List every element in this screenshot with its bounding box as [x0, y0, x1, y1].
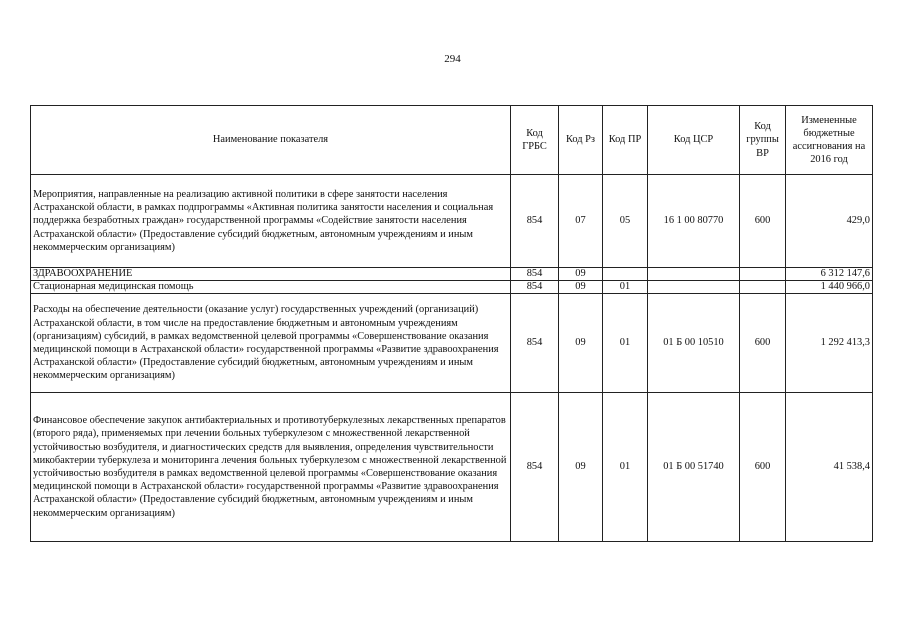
table-row: [31, 281, 873, 294]
row-rz: 09: [559, 393, 603, 542]
table-row: [31, 268, 873, 281]
row-rz: 09: [559, 268, 603, 281]
row-vr: [740, 281, 786, 294]
table-header-row: [31, 106, 873, 175]
header-amount: Измененные бюджетные ассигнования на 2016 год: [786, 106, 873, 175]
row-pr: 01: [603, 294, 648, 393]
row-name: Мероприятия, направленные на реализацию активной политики в сфере занятости населения Астраханской области, в рамках подпрограммы «Активная политика занятости населения и социальная поддержка безработных граждан» государственной программы «Содействие занятости населения Астраханской области» (Предоставление субсидий бюджетным, автономным учреждениям и иным некоммерческим организациям): [31, 175, 511, 268]
row-amount: 6 312 147,6: [786, 268, 873, 281]
row-csr: [648, 268, 740, 281]
row-pr: [603, 268, 648, 281]
row-csr: 01 Б 00 10510: [648, 294, 740, 393]
row-amount: 1 440 966,0: [786, 281, 873, 294]
row-name: Расходы на обеспечение деятельности (оказание услуг) государственных учреждений (организаций) Астраханской области, в том числе на предоставление бюджетным и автономным учреждениям (организациям) субсидий, в рамках ведомственной целевой программы «Совершенствование оказания медицинской помощи в Астраханской области» государственной программы «Развитие здравоохранения Астраханской области» (Предоставление субсидий бюджетным, автономным учреждениям и иным некоммерческим организациям): [31, 294, 511, 393]
header-name: Наименование показателя: [31, 106, 511, 175]
row-name: ЗДРАВООХРАНЕНИЕ: [31, 268, 511, 281]
row-amount: 429,0: [786, 175, 873, 268]
row-amount: 41 538,4: [786, 393, 873, 542]
header-pr: Код ПР: [603, 106, 648, 175]
row-grbs: 854: [511, 393, 559, 542]
row-amount: 1 292 413,3: [786, 294, 873, 393]
row-csr: 01 Б 00 51740: [648, 393, 740, 542]
table-row: [31, 393, 873, 542]
budget-table: [30, 105, 873, 542]
row-grbs: 854: [511, 268, 559, 281]
row-name: Стационарная медицинская помощь: [31, 281, 511, 294]
row-csr: [648, 281, 740, 294]
row-vr: 600: [740, 294, 786, 393]
header-grbs: Код ГРБС: [511, 106, 559, 175]
page-number: 294: [444, 53, 461, 65]
header-rz: Код Рз: [559, 106, 603, 175]
row-vr: 600: [740, 393, 786, 542]
row-vr: 600: [740, 175, 786, 268]
row-rz: 09: [559, 281, 603, 294]
header-vr: Код группы ВР: [740, 106, 786, 175]
row-vr: [740, 268, 786, 281]
table-row: [31, 175, 873, 268]
row-pr: 01: [603, 393, 648, 542]
row-name: Финансовое обеспечение закупок антибактериальных и противотуберкулезных лекарственных препаратов (второго ряда), применяемых при лечении больных туберкулезом с множественной лекарственной устойчивостью возбудителя, и диагностических средств для выявления, определения чувствительности микобактерии туберкулеза и мониторинга лечения больных туберкулезом с множественной лекарственной устойчивостью возбудителя в рамках ведомственной целевой программы «Совершенствование оказания медицинской помощи в Астраханской области» государственной программы «Развитие здравоохранения Астраханской области» (Предоставление субсидий бюджетным, автономным учреждениям и иным некоммерческим организациям): [31, 393, 511, 542]
row-csr: 16 1 00 80770: [648, 175, 740, 268]
row-grbs: 854: [511, 294, 559, 393]
row-pr: 01: [603, 281, 648, 294]
row-grbs: 854: [511, 175, 559, 268]
row-rz: 07: [559, 175, 603, 268]
row-rz: 09: [559, 294, 603, 393]
row-pr: 05: [603, 175, 648, 268]
row-grbs: 854: [511, 281, 559, 294]
table-row: [31, 294, 873, 393]
header-csr: Код ЦСР: [648, 106, 740, 175]
